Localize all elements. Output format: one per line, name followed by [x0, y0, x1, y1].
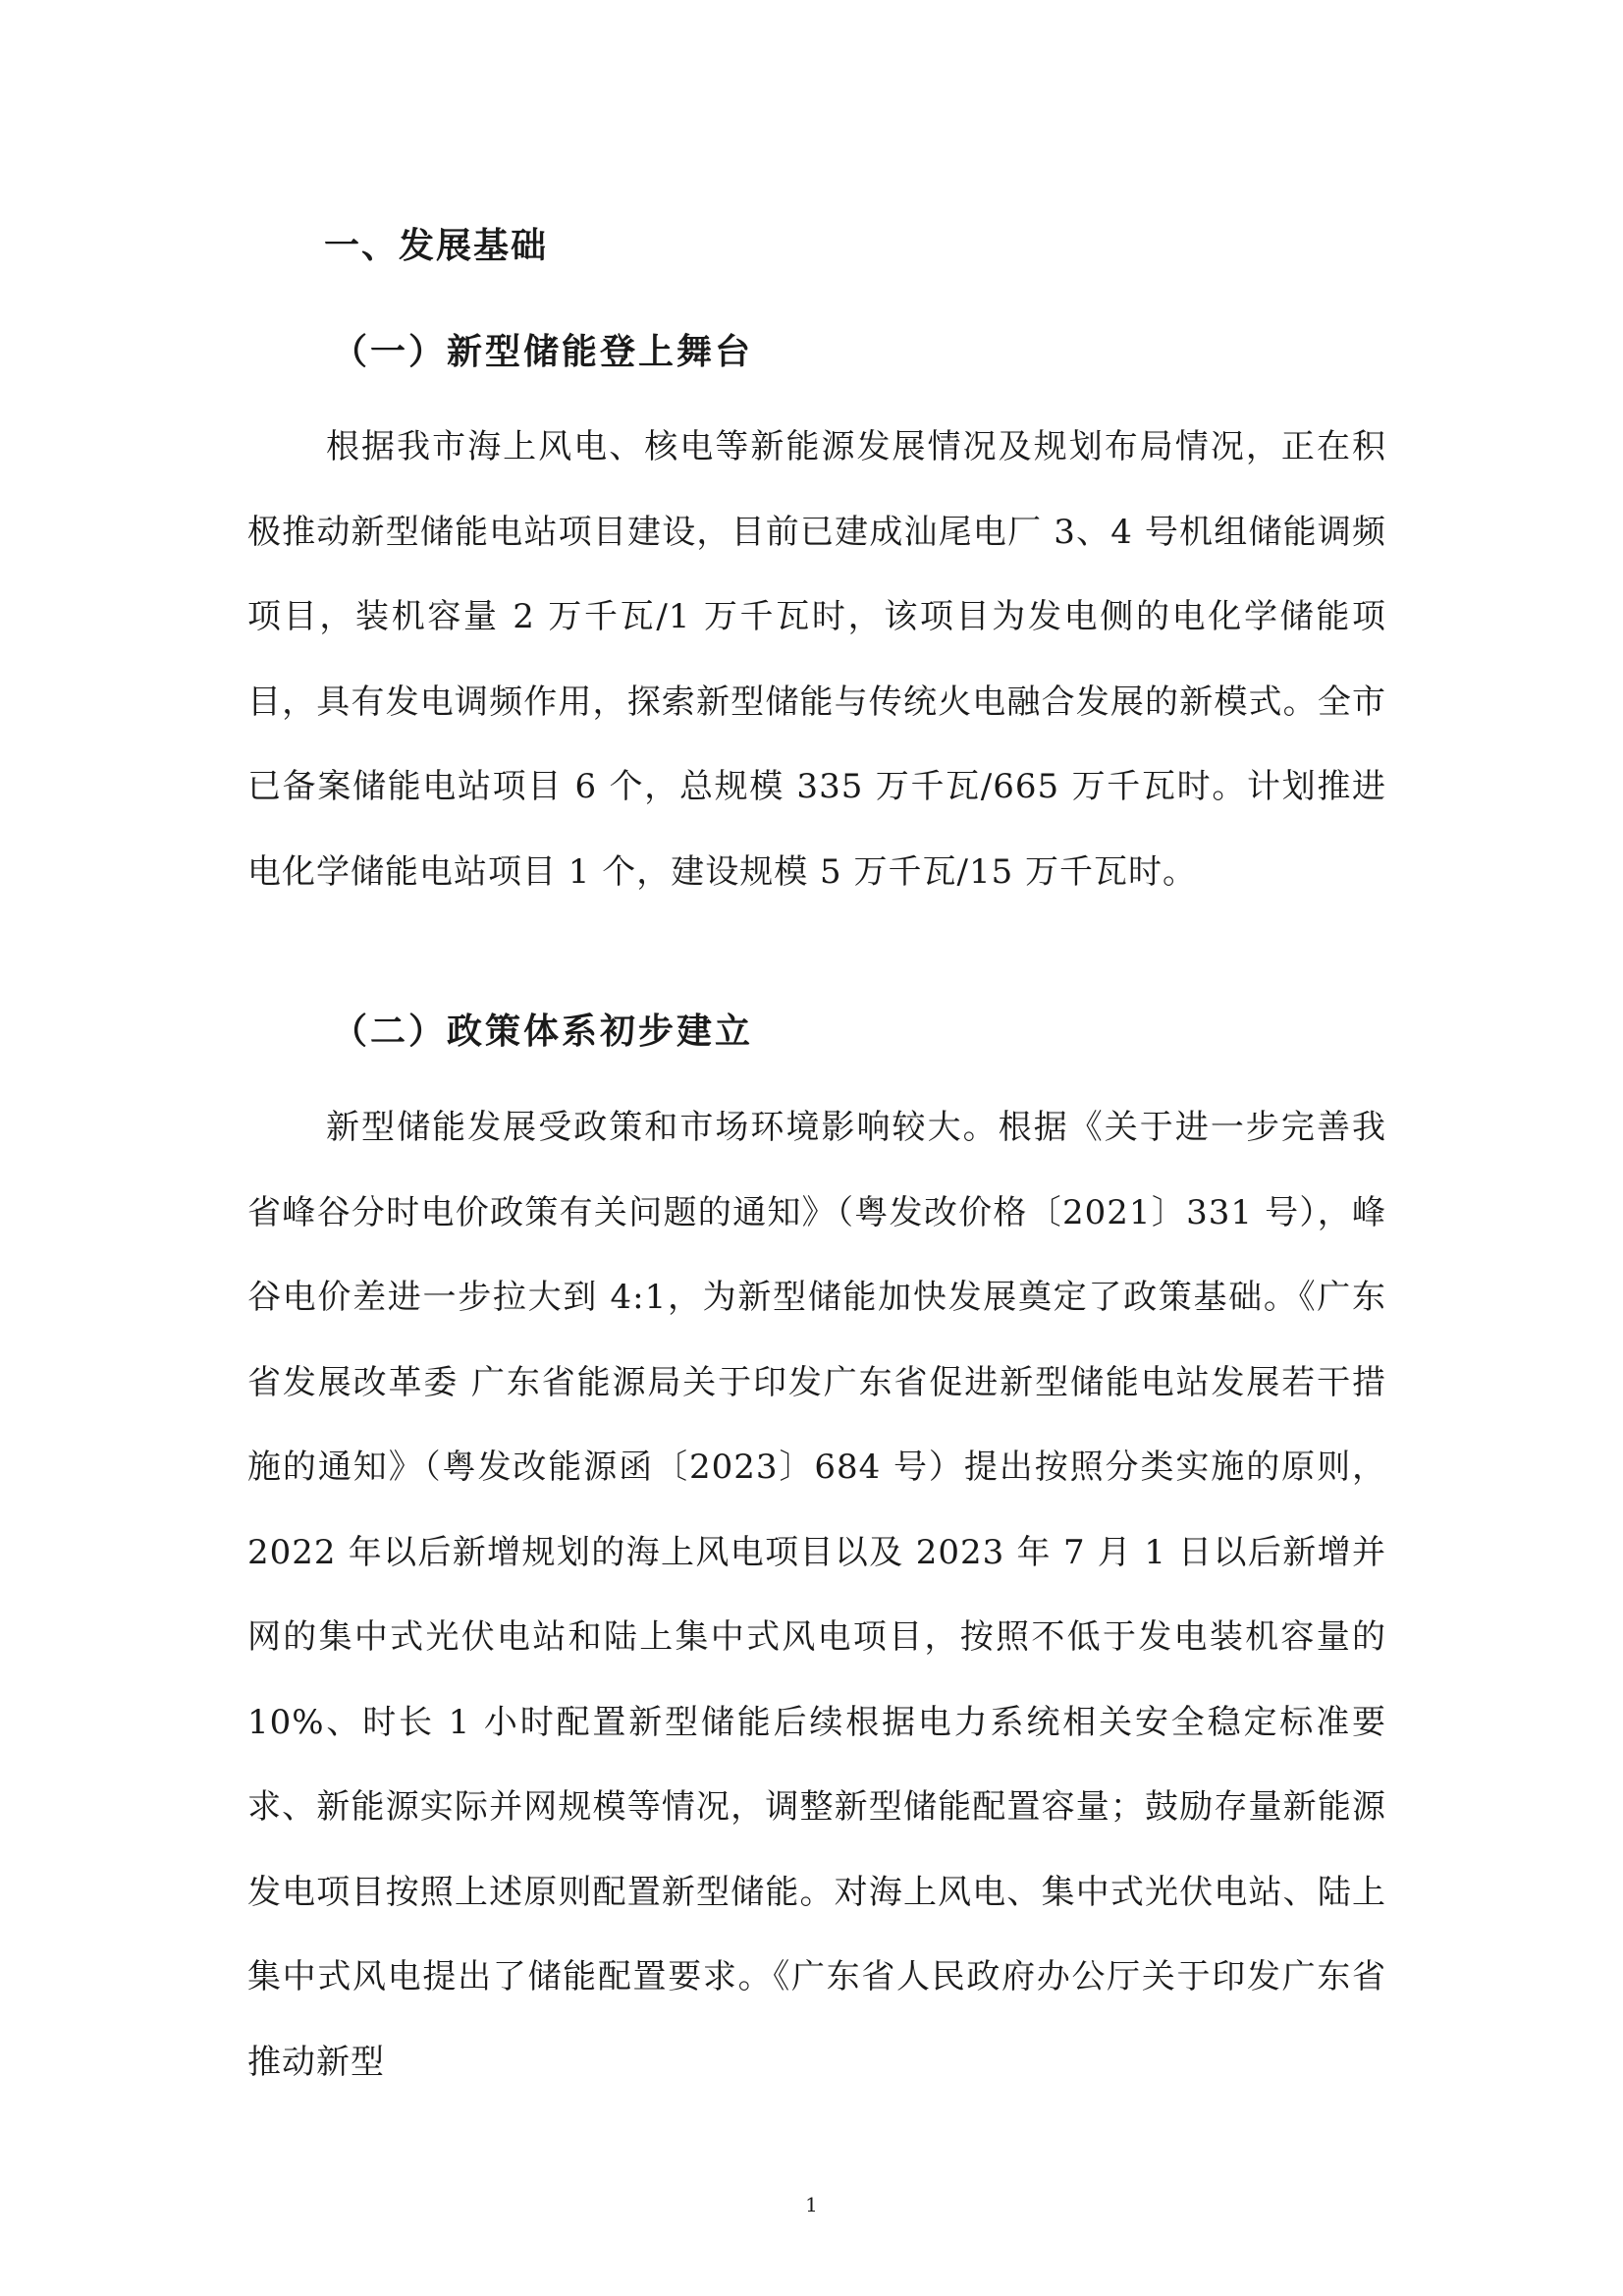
subsection-heading-1: （一）新型储能登上舞台 — [332, 331, 754, 372]
subsection-body-2: 新型储能发展受政策和市场环境影响较大。根据《关于进一步完善我省峰谷分时电价政策有关问题的通知》（粤发改价格〔2021〕331 号），峰谷电价差进一步拉大到 4:1，为新型储能加快发展奠定了政策基础。《广东省发展改革委 广东省能源局关于印发广东省促进新型储能电站发展若干措施的通知》（粤发改能源函〔2023〕684 号）提出按照分类实施的原则，2022 年以后新增规划的海上风电项目以及 2023 年 7 月 1 日以后新增并网的集中式光伏电站和陆上集中式风电项目，按照不低于发电装机容量的 10%、时长 1 小时配置新型储能后续根据电力系统相关安全稳定标准要求、新能源实际并网规模等情况，调整新型储能配置容量；鼓励存量新能源发电项目按照上述原则配置新型储能。对海上风电、集中式光伏电站、陆上集中式风电提出了储能配置要求。《广东省人民政府办公厅关于印发广东省推动新型 — [247, 1108, 1386, 2082]
subsection-heading-2: （二）政策体系初步建立 — [332, 1011, 754, 1052]
section-heading: 一、发展基础 — [324, 226, 549, 266]
page-number: 1 — [805, 2193, 818, 2216]
subsection-body-1: 根据我市海上风电、核电等新能源发展情况及规划布局情况，正在积极推动新型储能电站项目建设，目前已建成汕尾电厂 3、4 号机组储能调频项目，装机容量 2 万千瓦/1 万千瓦时，该项目为发电侧的电化学储能项目，具有发电调频作用，探索新型储能与传统火电融合发展的新模式。全市已备案储能电站项目 6 个，总规模 335 万千瓦/665 万千瓦时。计划推进电化学储能电站项目 1 个，建设规模 5 万千瓦/15 万千瓦时。 — [247, 427, 1386, 892]
